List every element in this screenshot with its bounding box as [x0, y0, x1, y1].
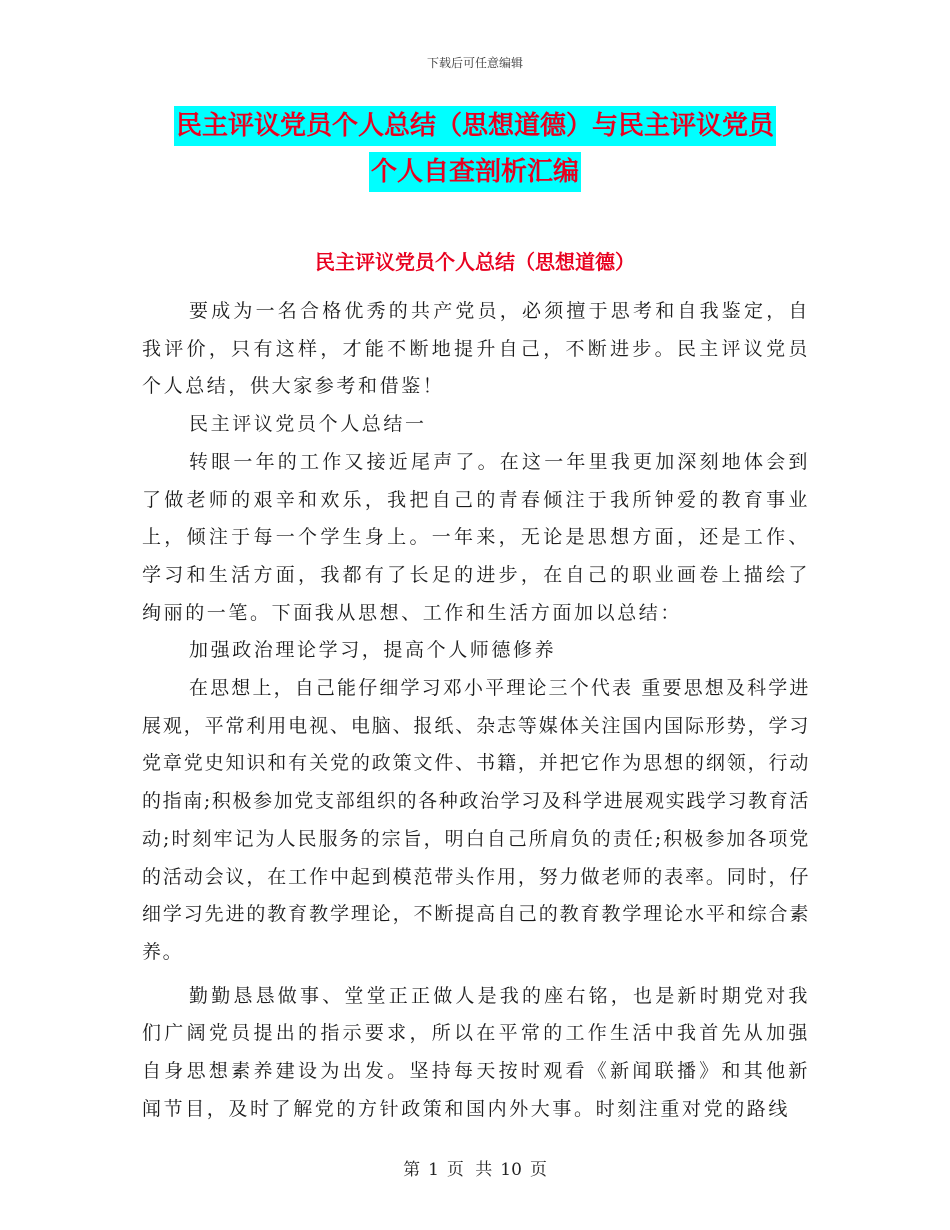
footer-total-pages: 10 — [500, 1160, 522, 1180]
footer-prefix: 第 — [403, 1160, 421, 1180]
paragraph-motto: 勤勤恳恳做事、堂堂正正做人是我的座右铭，也是新时期党对我们广阔党员提出的指示要求，所以在平常的工作生活中我首先从加强自身思想素养建设为出发。坚持每天按时观看《新闻联播》和其他新闻节目，及时了解党的方针政策和国内外大事。时刻注重对党的路线 — [142, 984, 810, 1120]
paragraph-heading-one: 民主评议党员个人总结一 — [189, 413, 427, 436]
paragraph-thought: 在思想上，自己能仔细学习邓小平理论三个代表 重要思想及科学进展观，平常利用电视、电脑、报纸、杂志等媒体关注国内国际形势，学习党章党史知识和有关党的政策文件、书籍，并把它作为思想的纲领，行动的指南;积极参加党支部组织的各种政治学习及科学进展观实践学习教育活动;时刻牢记为人民服务的宗旨，明白自己所肩负的责任;积极参加各项党的活动会议，在工作中起到模范带头作用，努力做老师的表率。同时，仔细学习先进的教育教学理论，不断提高自己的教育教学理论水平和综合素养。 — [142, 677, 810, 963]
title-line-2: 个人自查剖析汇编 — [369, 152, 581, 192]
title-line-1: 民主评议党员个人总结（思想道德）与民主评议党员 — [174, 106, 776, 146]
footer-suffix: 页 — [529, 1160, 547, 1180]
document-body — [142, 293, 810, 1128]
paragraph-year-summary: 转眼一年的工作又接近尾声了。在这一年里我更加深刻地体会到了做老师的艰辛和欢乐，我把自己的青春倾注于我所钟爱的教育事业上，倾注于每一个学生身上。一年来，无论是思想方面，还是工作、学习和生活方面，我都有了长足的进步，在自己的职业画卷上描绘了绚丽的一笔。下面我从思想、工作和生活方面加以总结： — [142, 450, 810, 624]
page-header: 下载后可任意编辑 — [426, 56, 523, 70]
section-subtitle: 民主评议党员个人总结（思想道德） — [315, 250, 635, 274]
paragraph-intro: 要成为一名合格优秀的共产党员，必须擅于思考和自我鉴定，自我评价，只有这样，才能不断地提升自己，不断进步。民主评议党员个人总结，供大家参考和借鉴！ — [142, 300, 810, 398]
page-footer — [0, 1155, 950, 1180]
footer-mid: 页 共 — [446, 1160, 493, 1180]
document-title — [0, 106, 950, 192]
paragraph-heading-theory: 加强政治理论学习，提高个人师德修养 — [189, 639, 557, 662]
footer-page-number: 1 — [428, 1160, 439, 1180]
